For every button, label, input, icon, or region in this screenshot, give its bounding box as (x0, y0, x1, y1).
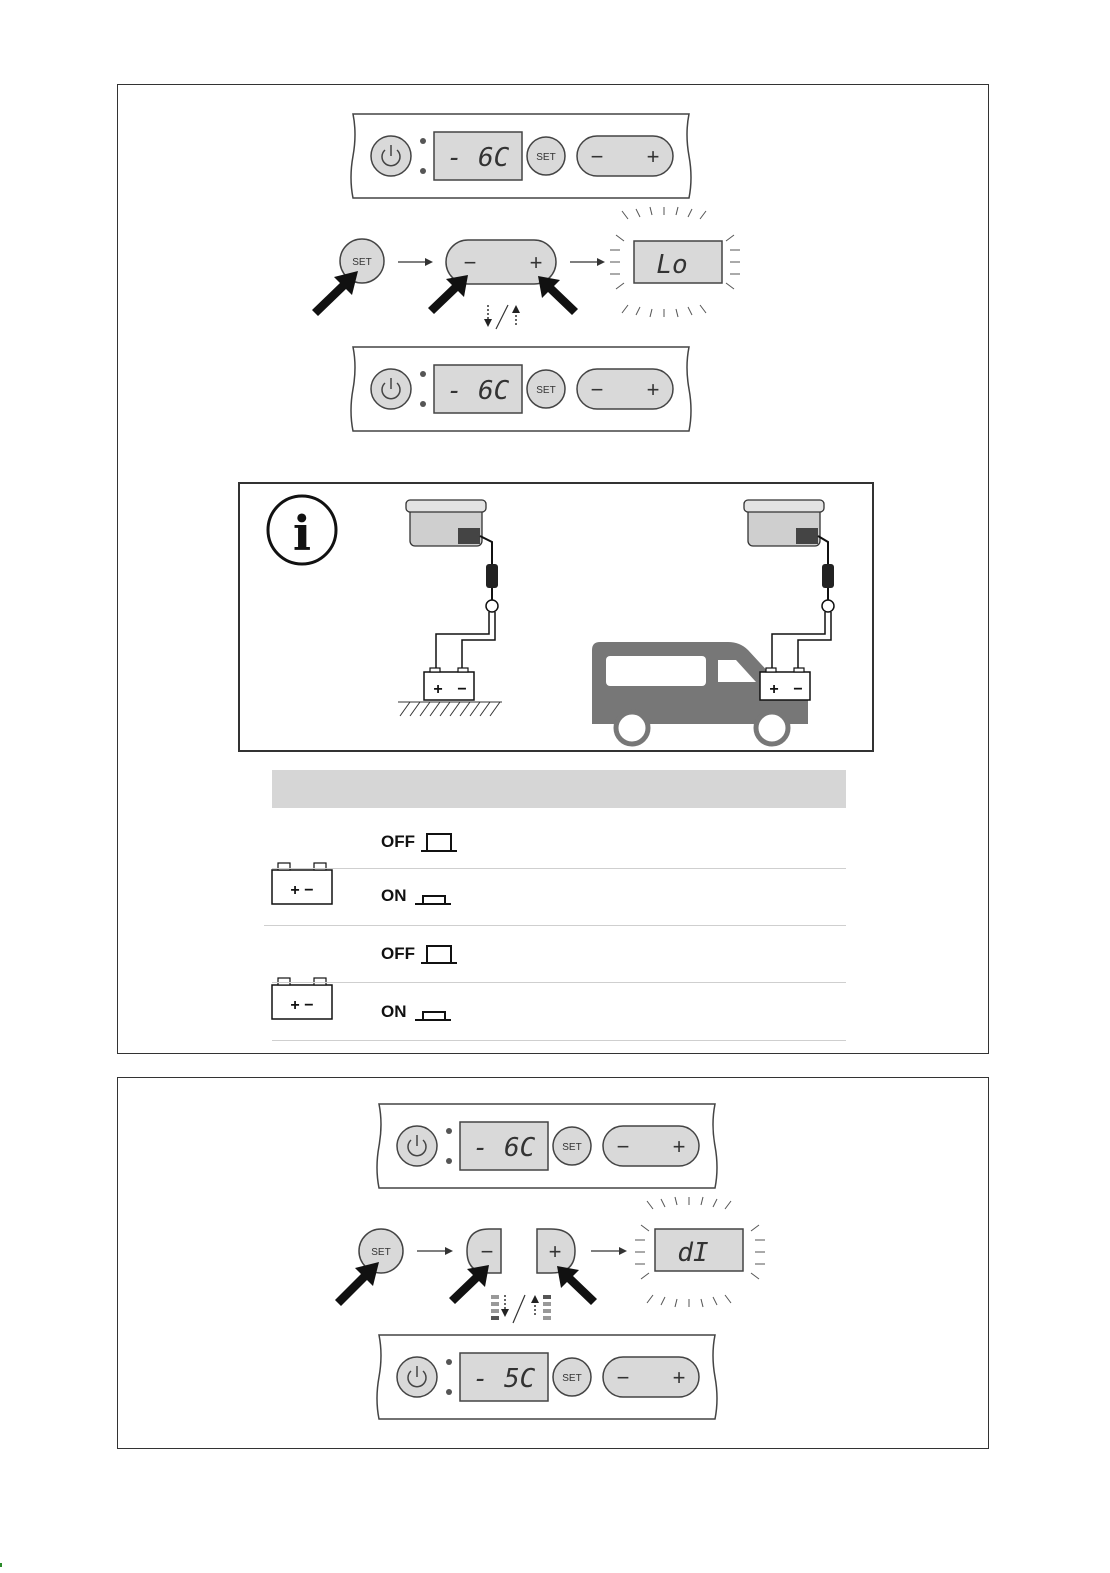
power-button[interactable] (371, 369, 411, 409)
svg-text:−: − (793, 681, 803, 698)
info-icon (268, 496, 336, 564)
switch-row-off (381, 942, 459, 966)
dl-readout: dI (677, 1238, 709, 1268)
set-button[interactable] (553, 1358, 591, 1396)
temperature-readout: - 6C (446, 143, 510, 173)
plus-button[interactable]: + (529, 250, 543, 275)
lo-readout: Lo (656, 250, 688, 280)
svg-text:+: + (433, 681, 443, 698)
sequence-set-dl (325, 1195, 785, 1330)
indicator-led (420, 401, 426, 407)
switch-label: OFF (381, 832, 415, 851)
set-button[interactable] (527, 370, 565, 408)
row-divider (272, 1040, 846, 1041)
set-button[interactable] (553, 1127, 591, 1165)
indicator-led (446, 1389, 452, 1395)
power-button[interactable] (397, 1126, 437, 1166)
press-arrow-icon (335, 1262, 379, 1306)
control-panel-strip (349, 345, 693, 433)
press-arrow-icon (538, 276, 578, 315)
blinking-display (610, 207, 740, 317)
power-button[interactable] (371, 136, 411, 176)
minus-label: − (480, 1239, 494, 1264)
up-down-arrows-icon (484, 305, 520, 329)
plus-label: + (548, 1239, 562, 1264)
blinking-display (635, 1197, 765, 1307)
indicator-led (420, 371, 426, 377)
ground-hatch (398, 702, 502, 716)
indicator-led (446, 1128, 452, 1134)
plus-button[interactable]: + (672, 1365, 686, 1390)
battery-icon (760, 668, 810, 700)
temperature-readout: - 6C (472, 1133, 536, 1163)
arrow-icon (591, 1247, 627, 1255)
minus-button[interactable]: − (616, 1134, 630, 1159)
switch-pressed-icon (411, 1000, 457, 1024)
set-button-label: SET (371, 1247, 391, 1258)
arrow-icon (417, 1247, 453, 1255)
power-button[interactable] (397, 1357, 437, 1397)
switch-row-on (381, 884, 457, 908)
control-panel-strip (375, 1102, 719, 1190)
press-arrow-icon (449, 1265, 489, 1304)
press-arrow-icon (428, 275, 468, 314)
switch-pressed-icon (411, 884, 457, 908)
switch-label: ON (381, 886, 407, 905)
indicator-led (420, 168, 426, 174)
temperature-readout: - 5C (472, 1364, 536, 1394)
set-button[interactable] (527, 137, 565, 175)
cigarette-plug-icon (486, 564, 498, 612)
up-down-arrows-icon (491, 1295, 551, 1323)
set-button-label: SET (562, 1373, 582, 1384)
switch-raised-icon (419, 942, 459, 966)
switch-raised-icon (419, 830, 459, 854)
battery-symbol: + − (290, 997, 314, 1014)
indicator-led (446, 1359, 452, 1365)
arrow-icon (398, 258, 433, 266)
switch-row-on (381, 1000, 457, 1024)
table-header-bar (272, 770, 846, 808)
info-icon-letter: i (292, 506, 312, 562)
svg-text:+: + (769, 681, 779, 698)
battery-icon (424, 668, 474, 700)
press-arrow-icon (312, 271, 358, 316)
sequence-set-lo (300, 205, 760, 340)
indicator-led (420, 138, 426, 144)
set-button-label: SET (352, 257, 372, 268)
corner-mark (0, 1563, 2, 1567)
switch-row-off (381, 830, 459, 854)
plus-button[interactable]: + (646, 377, 660, 402)
set-button-label: SET (536, 385, 556, 396)
switch-label: OFF (381, 944, 415, 963)
cooler-box-icon (744, 500, 824, 546)
cooler-box-icon (406, 500, 486, 546)
plus-button[interactable]: + (672, 1134, 686, 1159)
minus-button[interactable]: − (590, 377, 604, 402)
press-arrow-icon (557, 1266, 597, 1305)
battery-connection-info-box (238, 482, 874, 752)
row-divider (272, 868, 846, 869)
row-divider (272, 982, 846, 983)
control-panel-strip (375, 1333, 719, 1421)
battery-symbol: + − (290, 882, 314, 899)
arrow-icon (570, 258, 605, 266)
svg-text:−: − (457, 681, 467, 698)
control-panel-strip (349, 112, 693, 200)
minus-button[interactable]: − (590, 144, 604, 169)
switch-label: ON (381, 1002, 407, 1021)
minus-button[interactable]: − (463, 250, 477, 275)
set-button-label: SET (562, 1142, 582, 1153)
temperature-readout: - 6C (446, 376, 510, 406)
row-divider (264, 925, 846, 926)
set-button-label: SET (536, 152, 556, 163)
plus-button[interactable]: + (646, 144, 660, 169)
minus-button[interactable]: − (616, 1365, 630, 1390)
indicator-led (446, 1158, 452, 1164)
cigarette-plug-icon (822, 564, 834, 612)
